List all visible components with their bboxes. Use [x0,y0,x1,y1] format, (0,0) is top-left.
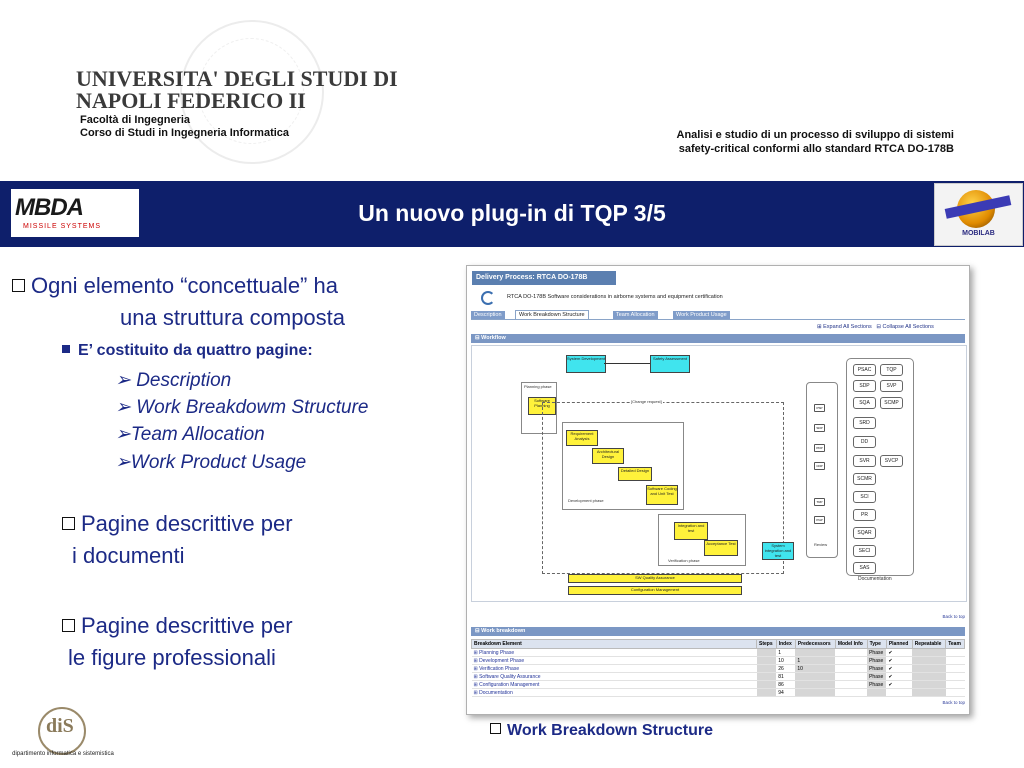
column-header: Planned [886,640,912,649]
predecessors-cell: 1 [795,657,835,665]
node-software-planning[interactable]: Software Planning [528,397,556,415]
planned-cell: ✔ [886,657,912,665]
table-header-row [472,640,965,649]
bullet-4-line2: le figure professionali [68,645,276,670]
doc-item[interactable]: SVP [880,380,903,392]
slide-title: Un nuovo plug-in di TQP 3/5 [358,200,666,226]
predecessors-cell [795,689,835,697]
page-tabs [471,311,965,320]
type-cell [867,689,886,697]
mbda-logo-subtext: MISSILE SYSTEMS [23,223,102,230]
review-pill[interactable]: PSP [814,404,825,412]
course-name: Corso di Studi in Ingegneria Informatica [80,127,290,139]
breakdown-element[interactable]: Development Phase [479,657,525,664]
page-item-team-allocation: ➢Team Allocation [115,424,265,445]
node-safety-assessment[interactable]: Safety Assessment [650,355,690,373]
page-item-label: Team Allocation [130,424,265,445]
dis-logo-text: dipartimento informatica e sistemistica [12,751,114,757]
doc-item[interactable]: SCMR [853,473,876,485]
breakdown-element[interactable]: Software Quality Assurance [479,673,541,680]
tab-work-breakdown-structure[interactable]: Work Breakdown Structure [515,310,589,319]
doc-item[interactable]: SQAR [853,527,876,539]
thesis-subtitle [594,128,954,156]
table-row[interactable] [472,681,965,689]
table-row[interactable] [472,649,965,657]
mbda-logo-text: MBDA [15,194,83,221]
breakdown-element[interactable]: Planning Phase [479,649,515,656]
screenshot-caption [490,722,713,740]
section-links [817,324,934,330]
workflow-diagram [471,345,967,602]
planned-cell [886,689,912,697]
breakdown-element[interactable]: Documentation [479,689,513,696]
bullet-concept-elements [12,270,452,334]
type-cell: Phase [867,657,886,665]
university-name-line1: UNIVERSITA' DEGLI STUDI DI [76,66,398,91]
review-pill[interactable]: PGP [814,516,825,524]
expand-row-icon[interactable]: ⊞ [473,649,478,656]
doc-item[interactable]: SQA [853,397,876,409]
page-item-description: ➢ Description [115,370,232,391]
dis-logo [2,707,122,767]
doc-item[interactable]: SDP [853,380,876,392]
planned-cell: ✔ [886,681,912,689]
predecessors-cell [795,673,835,681]
bullet-1-line1: Ogni elemento “concettuale” ha [31,273,338,298]
node-configuration-management[interactable]: Configuration Management [568,586,742,595]
breakdown-element[interactable]: Configuration Management [479,681,540,688]
doc-item[interactable]: PSAC [853,364,876,376]
column-header: Index [776,640,795,649]
doc-item[interactable]: SECI [853,545,876,557]
tab-work-product-usage[interactable]: Work Product Usage [673,311,730,319]
tab-team-allocation[interactable]: Team Allocation [613,311,658,319]
back-to-top-link-2[interactable]: Back to top [942,700,965,705]
expand-row-icon[interactable]: ⊞ [473,681,478,688]
bullet-professional-figures [62,610,293,674]
node-software-coding[interactable]: Software Coding and Unit Test [646,485,678,505]
node-system-development[interactable]: System Development [566,355,606,373]
thesis-subtitle-line1: Analisi e studio di un processo di sviluppo di sistemi [676,129,954,141]
mobilab-logo-text: MOBILAB [962,230,995,237]
node-integration-test[interactable]: Integration and test [674,522,708,540]
mbda-logo [11,189,139,237]
node-detailed-design[interactable]: Detailed Design [618,467,652,481]
column-header: Team [946,640,965,649]
column-header: Steps [757,640,777,649]
index-cell: 10 [776,657,795,665]
work-breakdown-section-title: Work breakdown [481,628,526,634]
node-architectural-design[interactable]: Architectural Design [592,448,624,464]
page-item-wbs: ➢ Work Breakdowm Structure [115,397,369,418]
university-name-line2: NAPOLI FEDERICO II [76,88,306,113]
doc-item[interactable]: SCI [853,491,876,503]
expand-icon[interactable]: ⊞ [817,324,822,330]
node-sw-quality-assurance[interactable]: SW Quality Assurance [568,574,742,583]
faculty-info [80,114,289,140]
doc-item[interactable]: SCMP [880,397,903,409]
doc-item[interactable]: SVCP [880,455,903,467]
column-header: Repeatable [912,640,946,649]
review-pill[interactable]: PDP [814,444,825,452]
type-cell: Phase [867,649,886,657]
index-cell: 26 [776,665,795,673]
square-bullet-icon [62,345,70,353]
table-row[interactable] [472,657,965,665]
thesis-subtitle-line2: safety-critical conformi allo standard RTCA DO-178B [678,143,954,155]
type-cell: Phase [867,673,886,681]
planning-phase-label: Planning phase [524,384,552,389]
verification-phase-label: Verification phase [668,558,700,563]
node-acceptance-test[interactable]: Acceptance Test [704,540,738,556]
expand-all-link[interactable]: Expand All Sections [823,324,872,330]
column-header: Type [867,640,886,649]
index-cell: 94 [776,689,795,697]
column-header: Predecessors [795,640,835,649]
work-breakdown-section-header[interactable]: ⊟ Work breakdown [471,627,965,636]
checkbox-bullet-icon [62,517,75,530]
index-cell: 81 [776,673,795,681]
type-cell: Phase [867,681,886,689]
dis-logo-mark: diS [46,715,74,737]
index-cell: 86 [776,681,795,689]
faculty-name: Facoltà di Ingegneria [80,114,191,126]
page-item-work-product-usage: ➢Work Product Usage [115,452,307,473]
bullet-3-line1: Pagine descrittive per [81,511,293,536]
column-header: Model Info [835,640,867,649]
node-requirement-analysis[interactable]: Requirement Analysis [566,430,598,446]
predecessors-cell: 10 [795,665,835,673]
refresh-icon[interactable] [481,291,495,305]
page-item-label: Description [136,370,232,391]
predecessors-cell [795,681,835,689]
doc-item[interactable]: TQP [880,364,903,376]
connector [604,363,650,364]
doc-item[interactable]: SRD [853,417,876,429]
page-item-label: Work Product Usage [130,452,307,473]
back-to-top-link-1[interactable]: Back to top [942,614,965,619]
mobilab-logo [934,183,1023,246]
expand-row-icon[interactable]: ⊞ [473,673,478,680]
checkbox-bullet-icon [12,279,25,292]
caption-text: Work Breakdown Structure [507,722,713,739]
expand-row-icon[interactable]: ⊞ [473,689,478,696]
doc-item[interactable]: DD [853,436,876,448]
development-phase-label: Development phase [568,498,604,503]
documentation-label: Documentation [858,576,892,582]
bullet-1-line2: una struttura composta [120,305,346,330]
checkbox-bullet-icon [62,619,75,632]
change-request-label: [Change request] [631,399,662,404]
review-pill[interactable]: CDP [814,462,825,470]
collapse-all-link[interactable]: Collapse All Sections [882,324,934,330]
collapse-icon[interactable]: ⊟ [876,324,881,330]
planned-cell: ✔ [886,665,912,673]
index-cell: 1 [776,649,795,657]
planned-cell: ✔ [886,673,912,681]
column-header: Breakdown Element [472,640,757,649]
breakdown-element[interactable]: Verification Phase [479,665,520,672]
review-pill[interactable]: SDP [814,424,825,432]
work-breakdown-table [471,639,965,697]
bullet-2-text: E’ costituito da quattro pagine: [78,342,313,359]
workflow-section-title: Workflow [481,335,506,341]
doc-item[interactable]: SVR [853,455,876,467]
workflow-section-header[interactable]: ⊟ Workflow [471,334,965,343]
table-row[interactable] [472,689,965,697]
checkbox-bullet-icon [490,723,501,734]
page-item-label: Work Breakdowm Structure [136,397,369,418]
table-row[interactable] [472,665,965,673]
bullet-3-line2: i documenti [72,543,185,568]
table-row[interactable] [472,673,965,681]
type-cell: Phase [867,665,886,673]
delivery-process-title: Delivery Process: RTCA DO-178B [472,271,616,285]
node-system-integration[interactable]: System integration and test [762,542,794,560]
tab-description[interactable]: Description [471,311,505,319]
doc-item[interactable]: PR [853,509,876,521]
expand-row-icon[interactable]: ⊞ [473,657,478,664]
predecessors-cell [795,649,835,657]
bullet-four-pages [62,342,313,360]
expand-row-icon[interactable]: ⊞ [473,665,478,672]
bullet-4-line1: Pagine descrittive per [81,613,293,638]
bullet-documents [62,508,293,572]
tqp-screenshot [466,265,970,715]
doc-item[interactable]: SAS [853,562,876,574]
planned-cell: ✔ [886,649,912,657]
review-column-label: Review [814,542,828,547]
review-pill[interactable]: TRP [814,498,825,506]
process-description: RTCA DO-178B Software considerations in airborne systems and equipment certification [507,294,723,300]
